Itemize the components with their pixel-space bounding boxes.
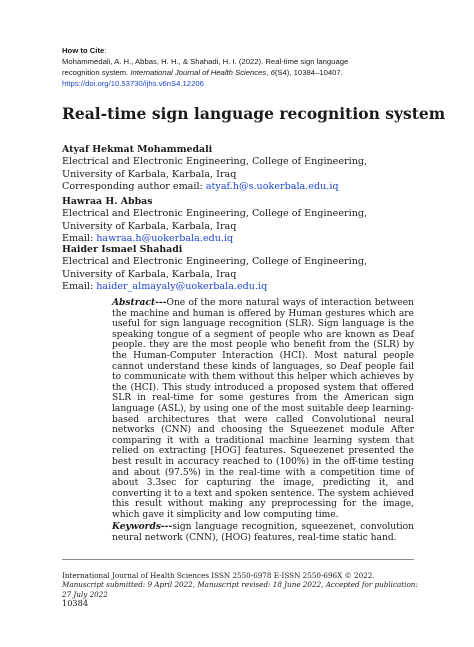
author-2-name: Hawraa H. Abbas [62, 196, 153, 207]
citation-heading [62, 45, 422, 56]
citation-doi-link[interactable]: https://doi.org/10.53730/ijhs.v6nS4.12206 [62, 79, 204, 88]
author-2-email-link[interactable]: hawraa.h@uokerbala.edu.iq [96, 233, 234, 245]
abstract [112, 298, 414, 520]
author-3 [62, 244, 414, 294]
keywords-label: Keywords--- [112, 521, 173, 532]
author-2-affiliation: Electrical and Electronic Engineering, College of Engineering, University of Karbala, Karbala, Iraq [62, 208, 368, 232]
citation-issue-pages: (S4), 10384–10407. [274, 68, 343, 77]
citation-block [62, 45, 422, 89]
citation-line-2 [62, 67, 422, 78]
author-1-email-link[interactable]: atyaf.h@s.uokerbala.edu.iq [205, 181, 339, 193]
author-3-affiliation: Electrical and Electronic Engineering, College of Engineering, University of Karbala, Karbala, Iraq [62, 256, 368, 280]
keywords-text: sign language recognition, squeezenet, convolution neural network (CNN), (HOG) features, real-time static hand. [112, 522, 414, 543]
author-3-email-link[interactable]: haider_almayaly@uokerbala.edu.iq [96, 281, 268, 293]
abstract-text: One of the more natural ways of interaction between the machine and human is offered by Human gestures which are useful for sign language recognition (SLR). Sign language is the speaking tongue of a segment of people who are known as Deaf people. they are the most people who benefit from the (SLR) by the Human-Computer Interaction (HCI). Most natural people cannot understand these kinds of languages, so Deaf people fail to communicate with them without this helper which achieves by the (HCI). This study introduced a proposed system that offered SLR in real-time for some gestures from the American sign language (ASL), by using one of the most suitable deep learning-based architectures that were called Convolutional neural networks (CNN) and choosing the Squeezenet module After comparing it with a traditional machine learning system that relied on extracting [HOG] features. Squeezenet presented the best result in accuracy reached to (100%) in the off-time testing and about (97.5%) in the real-time with a competition time of about 3.3sec for capturing the image, predicting it, and converting it to a text and spoken sentence. The system achieved this result without making any preprocessing for the image, which gave it simplicity and low computing time. [112, 298, 414, 520]
citation-text: recognition system. [62, 68, 131, 77]
author-2-email-label: Email: [62, 233, 97, 245]
keywords [112, 522, 414, 543]
author-1 [62, 144, 414, 194]
citation-vol-sep: , [266, 68, 271, 77]
author-3-name: Haider Ismael Shahadi [62, 244, 183, 255]
page-footer [62, 571, 422, 609]
footer-issn: International Journal of Health Sciences ISSN 2550-6978 E-ISSN 2550-696X © 2022. [62, 571, 375, 580]
author-1-email-label: Corresponding author email: [62, 181, 206, 193]
citation-journal: International Journal of Health Sciences [130, 68, 267, 77]
citation-volume: 6 [270, 68, 275, 77]
citation-heading-colon: : [104, 46, 107, 55]
footer-divider [62, 559, 414, 560]
author-1-affiliation: Electrical and Electronic Engineering, College of Engineering, University of Karbala, Karbala, Iraq [62, 156, 368, 180]
author-1-name: Atyaf Hekmat Mohammedali [62, 144, 213, 155]
page-number: 10384 [62, 598, 89, 609]
paper-title: Real-time sign language recognition system [62, 104, 446, 123]
author-2 [62, 196, 414, 246]
citation-heading-label: How to Cite [62, 46, 105, 55]
footer-dates: Manuscript submitted: 9 April 2022, Manuscript revised: 18 June 2022, Accepted for publication: 27 July 2022 [62, 580, 418, 599]
author-3-email-label: Email: [62, 281, 97, 293]
citation-line-1: Mohammedali, A. H., Abbas, H. H., & Shahadi, H. I. (2022). Real-time sign language [62, 57, 349, 66]
abstract-label: Abstract--- [112, 297, 167, 308]
